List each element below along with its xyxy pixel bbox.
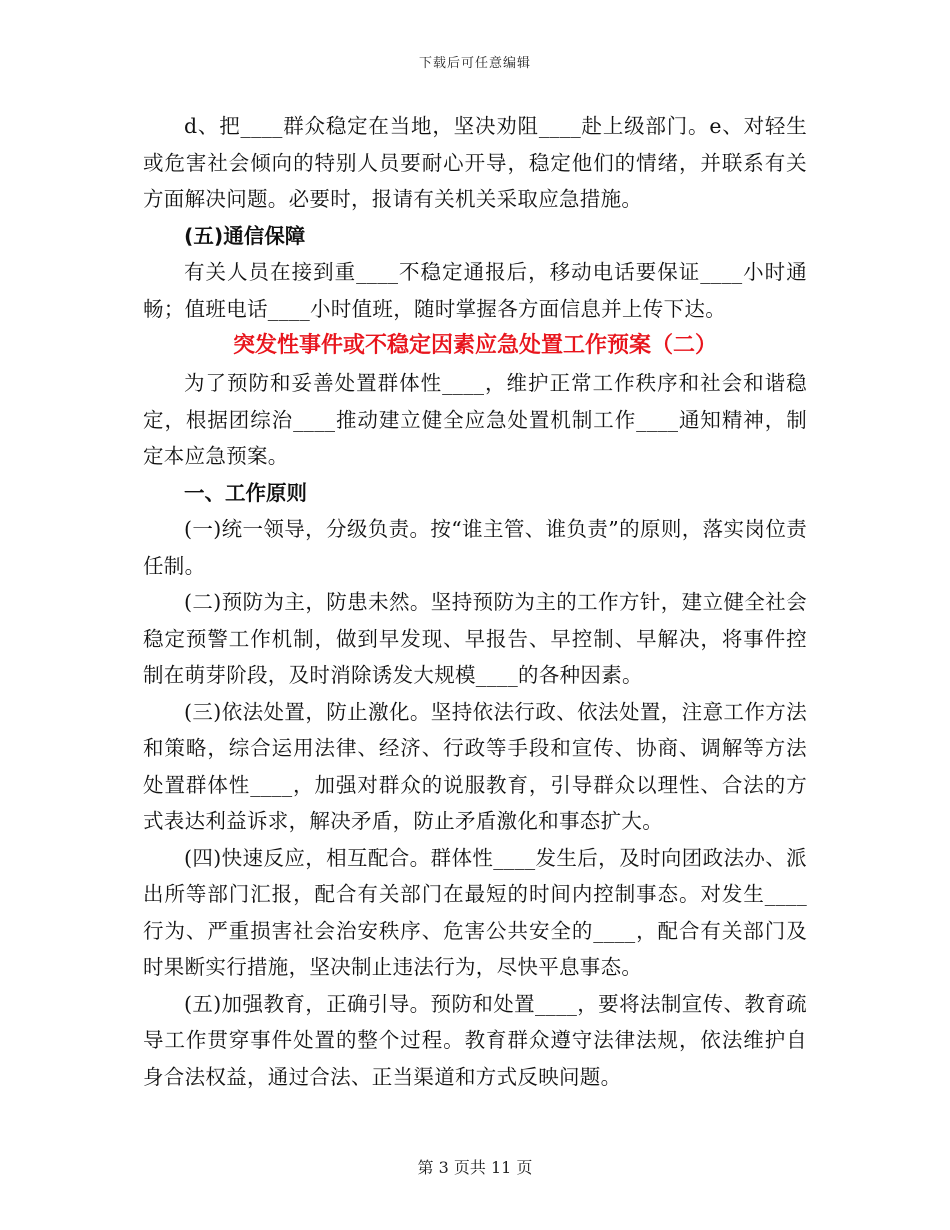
section-heading-principles: 一、工作原则 <box>184 480 307 505</box>
paragraph-principle-5: (五)加强教育，正确引导。预防和处置____，要将法制宣传、教育疏导工作贯穿事件处置的整个过程。教育群众遵守法律法规，依法维护自身合法权益，通过合法、正当渠道和方式反映问题。 <box>143 991 807 1089</box>
paragraph-principle-4: (四)快速反应，相互配合。群体性____发生后，及时向团政法办、派出所等部门汇报，配合有关部门在最短的时间内控制事态。对发生____行为、严重损害社会治安秩序、危害公共安全的____，配合有关部门及时果断实行措施，坚决制止违法行为，尽快平息事态。 <box>143 845 807 979</box>
paragraph-evacuation: d、把____群众稳定在当地，坚决劝阻____赴上级部门。e、对轻生或危害社会倾向的特别人员要耐心开导，稳定他们的情绪，并联系有关方面解决问题。必要时，报请有关机关采取应急措施。 <box>143 114 807 211</box>
page-footer: 第 3 页共 11 页 <box>417 1158 533 1177</box>
document-title: 突发性事件或不稳定因素应急处置工作预案（二） <box>232 333 717 358</box>
paragraph-intro: 为了预防和妥善处置群体性____，维护正常工作秩序和社会和谐稳定，根据团综治____推动建立健全应急处置机制工作____通知精神，制定本应急预案。 <box>143 371 807 468</box>
paragraph-principle-1: (一)统一领导，分级负责。按“谁主管、谁负责”的原则，落实岗位责任制。 <box>143 517 807 578</box>
section-heading-communication: (五)通信保障 <box>184 223 306 248</box>
document-body <box>143 108 807 1095</box>
paragraph-communication: 有关人员在接到重____不稳定通报后，移动电话要保证____小时通畅；值班电话____小时值班，随时掌握各方面信息并上传下达。 <box>143 260 807 321</box>
paragraph-principle-3: (三)依法处置，防止激化。坚持依法行政、依法处置，注意工作方法和策略，综合运用法律、经济、行政等手段和宣传、协商、调解等方法处置群体性____，加强对群众的说服教育，引导群众以理性、合法的方式表达利益诉求，解决矛盾，防止矛盾激化和事态扩大。 <box>143 699 807 833</box>
page-header: 下载后可任意编辑 <box>418 56 531 71</box>
paragraph-principle-2: (二)预防为主，防患未然。坚持预防为主的工作方针，建立健全社会稳定预警工作机制，做到早发现、早报告、早控制、早解决，将事件控制在萌芽阶段，及时消除诱发大规模____的各种因素。 <box>143 590 807 687</box>
